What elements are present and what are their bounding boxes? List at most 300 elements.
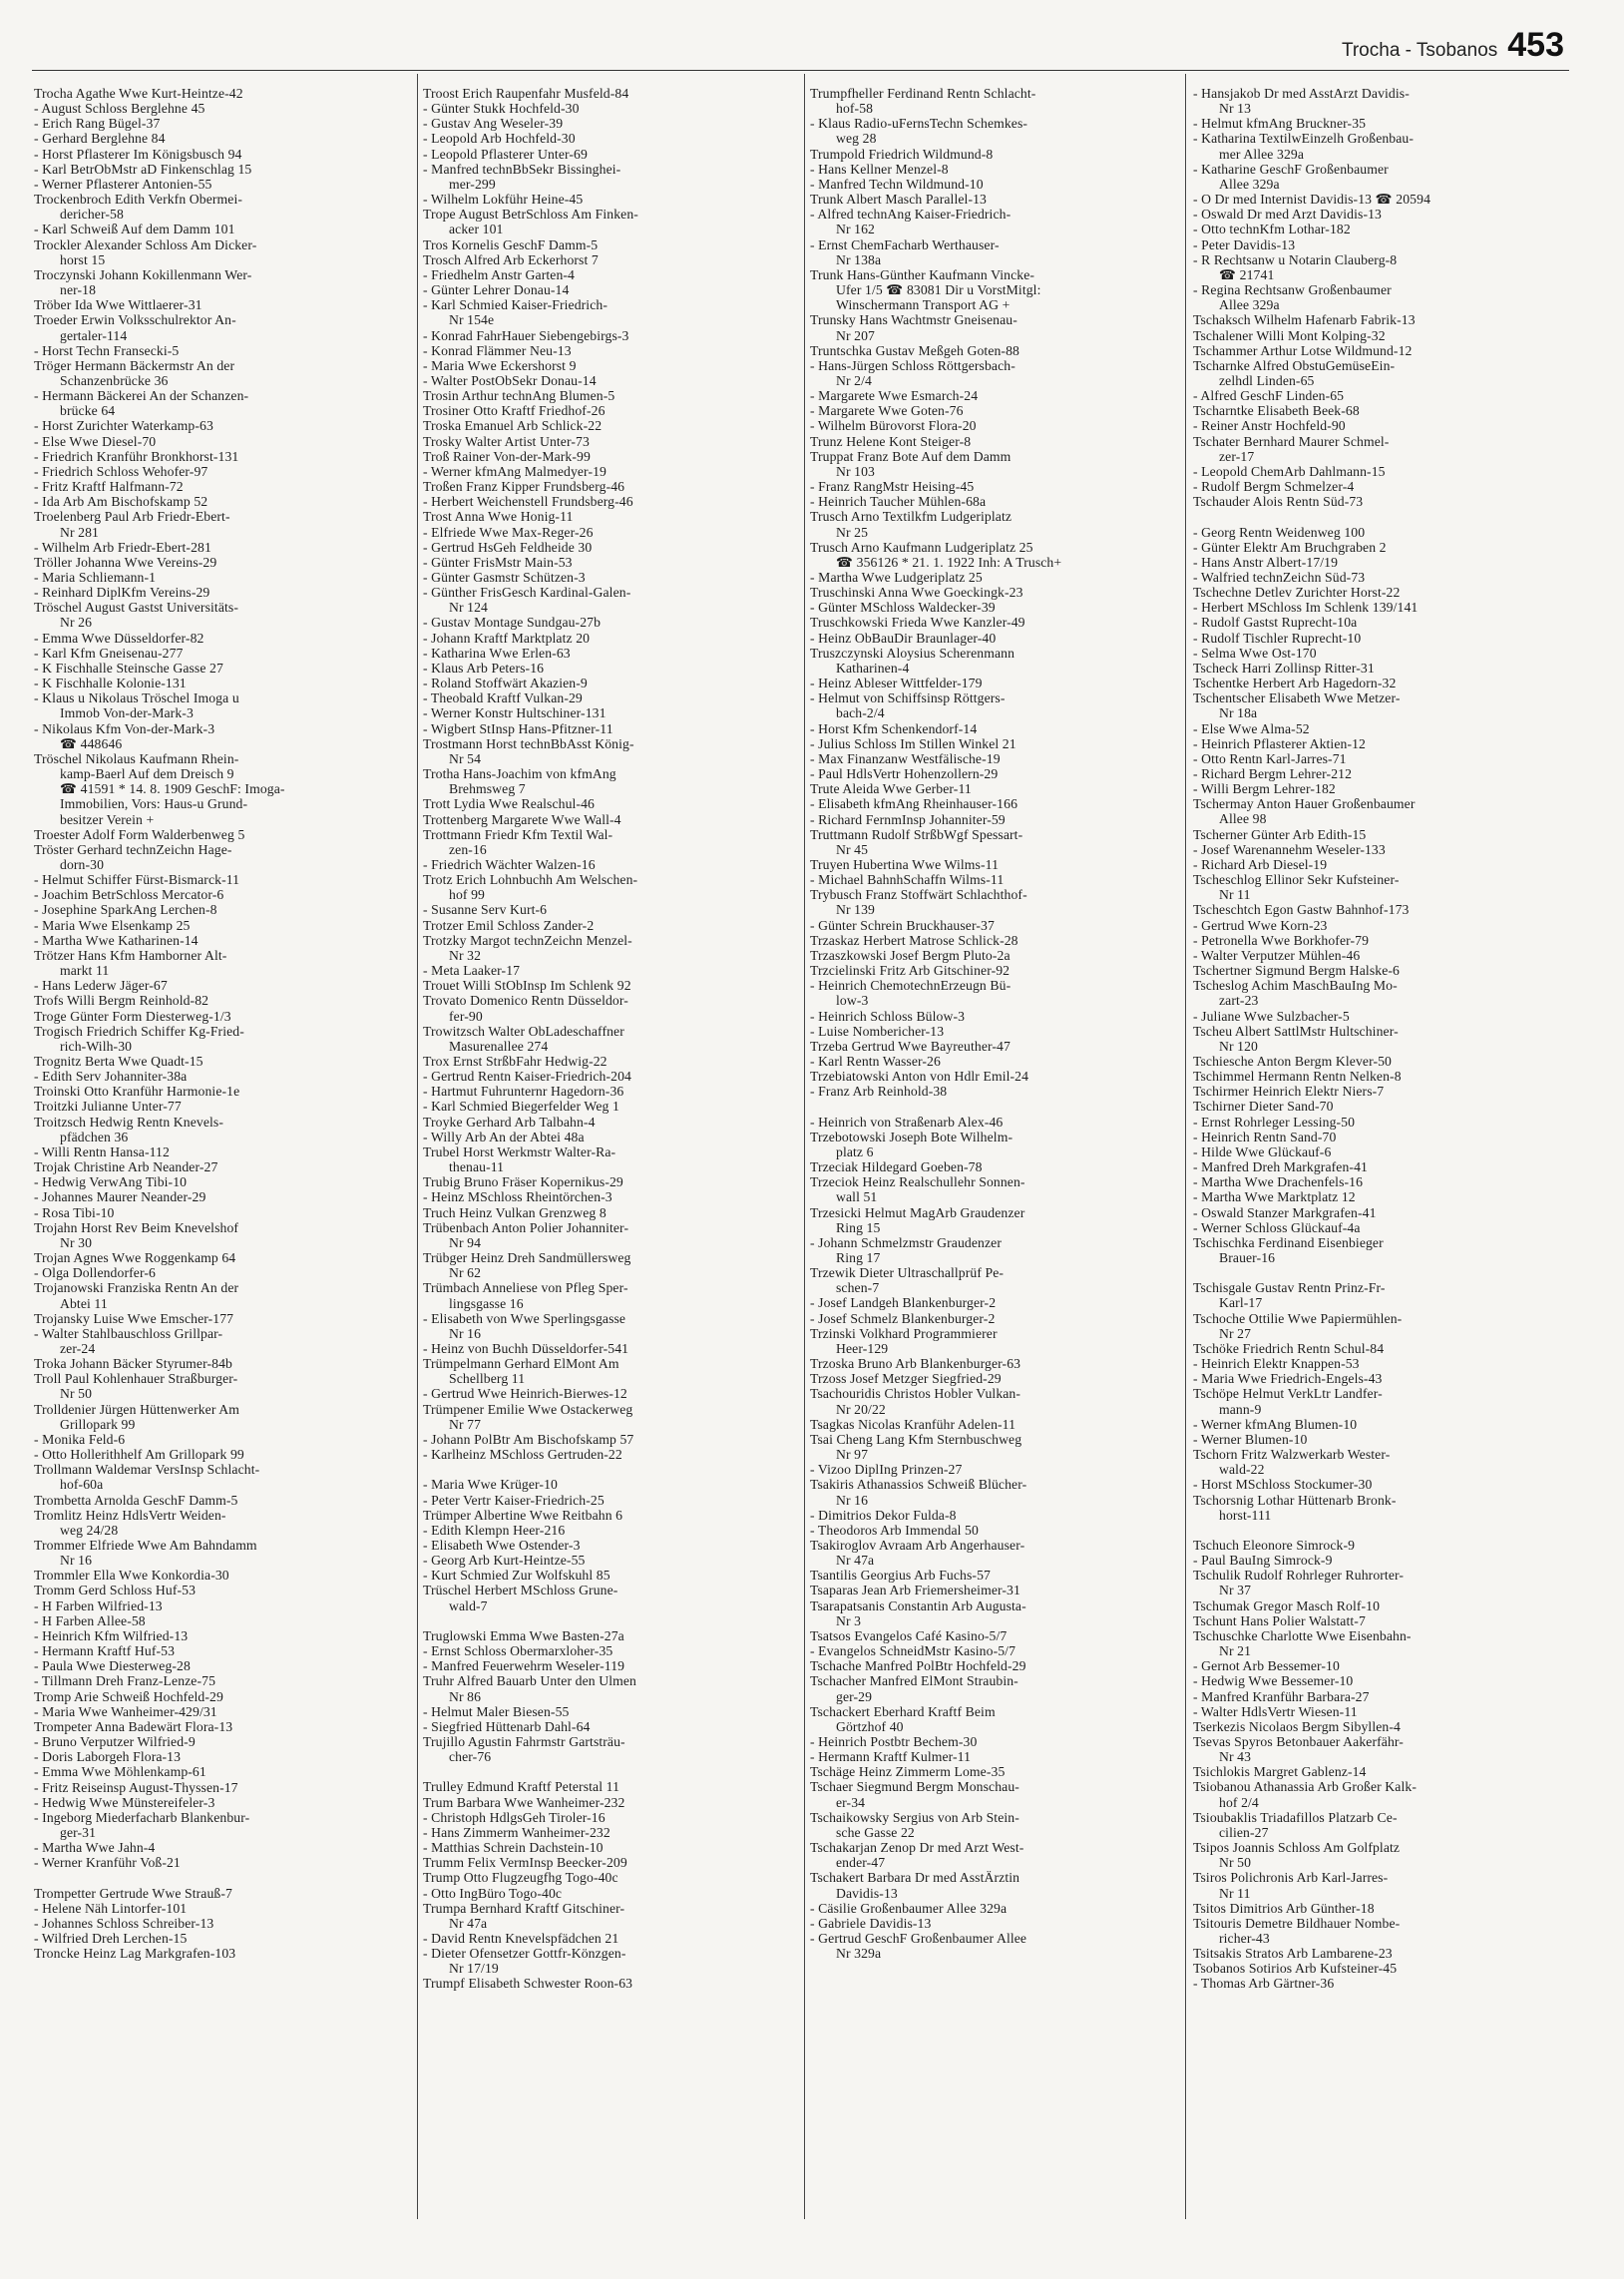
directory-column-1 <box>34 86 401 2211</box>
directory-entry: Trzinski Volkhard Programmierer <box>810 1325 998 1341</box>
directory-entry: Tröller Johanna Wwe Vereins-29 <box>34 554 217 570</box>
directory-entry: Trulley Edmund Kraftf Peterstal 11 <box>423 1779 620 1795</box>
directory-entry: - Walter Stahlbauschloss Grillpar- <box>34 1325 223 1341</box>
directory-entry: - Karl Kfm Gneisenau-277 <box>34 645 184 661</box>
directory-entry: Tschäge Heinz Zimmerm Lome-35 <box>810 1764 1006 1780</box>
directory-entry: - Helene Näh Lintorfer-101 <box>34 1900 188 1916</box>
entry-continuation: Immob Von-der-Mark-3 <box>60 705 194 721</box>
directory-entry: - Martha Wwe Drachenfels-16 <box>1193 1174 1364 1190</box>
directory-entry: Trunk Albert Masch Parallel-13 <box>810 192 987 208</box>
directory-entry: Tröschel Nikolaus Kaufmann Rhein- <box>34 750 239 766</box>
directory-entry: - Willi Bergm Lehrer-182 <box>1193 781 1336 797</box>
spacer <box>1193 509 1560 524</box>
directory-entry: Tröger Hermann Bäckermstr An der <box>34 357 235 373</box>
entry-continuation: Nr 32 <box>449 947 482 963</box>
directory-entry: Tschackert Eberhard Kraftf Beim <box>810 1703 996 1719</box>
directory-entry: - Evangelos SchneidMstr Kasino-5/7 <box>810 1643 1016 1659</box>
entry-continuation: Nr 43 <box>1219 1749 1252 1765</box>
directory-entry: Trosky Walter Artist Unter-73 <box>423 433 590 449</box>
directory-entry: Trunz Helene Kont Steiger-8 <box>810 433 972 449</box>
column-divider <box>417 74 418 2219</box>
directory-entry: - Werner Pflasterer Antonien-55 <box>34 176 212 192</box>
directory-entry: - Walter PostObSekr Donau-14 <box>423 372 597 388</box>
directory-entry: - Klaus u Nikolaus Tröschel Imoga u <box>34 690 239 706</box>
entry-continuation: Nr 26 <box>60 615 93 631</box>
directory-entry: - Leopold Arb Hochfeld-30 <box>423 131 576 147</box>
directory-entry: - Herbert MSchloss Im Schlenk 139/141 <box>1193 600 1419 616</box>
entry-continuation: ger-31 <box>60 1824 97 1840</box>
directory-entry: - Heinrich Taucher Mühlen-68a <box>810 494 987 510</box>
directory-entry: - Karl Schmied Biegerfelder Weg 1 <box>423 1099 619 1115</box>
directory-entry: - Oswald Dr med Arzt Davidis-13 <box>1193 207 1382 223</box>
directory-entry: Tschöke Friedrich Rentn Schul-84 <box>1193 1340 1385 1356</box>
directory-entry: - Bruno Verputzer Wilfried-9 <box>34 1734 196 1750</box>
directory-entry: - Friedrich Schloss Wehofer-97 <box>34 463 208 479</box>
directory-entry: - Theodoros Arb Immendal 50 <box>810 1522 979 1538</box>
directory-entry: - Susanne Serv Kurt-6 <box>423 902 548 918</box>
directory-entry: - Maria Wwe Friedrich-Engels-43 <box>1193 1371 1383 1387</box>
directory-entry: - Gertrud Rentn Kaiser-Friedrich-204 <box>423 1069 631 1085</box>
directory-entry: - Otto IngBüro Togo-40c <box>423 1885 563 1901</box>
directory-entry: Trujillo Agustin Fahrmstr Gartsträu- <box>423 1734 625 1749</box>
directory-entry: Trute Aleida Wwe Gerber-11 <box>810 781 972 797</box>
directory-entry: Truschkowski Frieda Wwe Kanzler-49 <box>810 615 1025 631</box>
directory-entry: - Heinz MSchloss Rheintörchen-3 <box>423 1189 612 1205</box>
directory-entry: Trzebotowski Joseph Bote Wilhelm- <box>810 1129 1014 1144</box>
directory-entry: Tsantilis Georgius Arb Fuchs-57 <box>810 1568 991 1584</box>
directory-entry: Tschimmel Hermann Rentn Nelken-8 <box>1193 1069 1402 1085</box>
directory-entry: - Cäsilie Großenbaumer Allee 329a <box>810 1900 1008 1916</box>
directory-entry: Tschaikowsky Sergius von Arb Stein- <box>810 1809 1019 1825</box>
entry-continuation: mer-299 <box>449 176 496 192</box>
directory-entry: - Maria Wwe Elsenkamp 25 <box>34 917 191 933</box>
directory-entry: - Friedrich Kranführ Bronkhorst-131 <box>34 448 239 464</box>
spacer <box>1193 1523 1560 1538</box>
entry-continuation: besitzer Verein + <box>60 811 155 827</box>
entry-continuation: zer-17 <box>1219 448 1255 464</box>
directory-entry: Trzcielinski Fritz Arb Gitschiner-92 <box>810 963 1011 979</box>
entry-continuation: Nr 50 <box>60 1386 93 1402</box>
directory-entry: Trötzer Hans Kfm Hamborner Alt- <box>34 947 227 963</box>
directory-entry: - Günter Elektr Am Bruchgraben 2 <box>1193 539 1387 555</box>
directory-entry: - Walfried technZeichn Süd-73 <box>1193 569 1366 585</box>
directory-entry: - Johannes Schloss Schreiber-13 <box>34 1915 214 1931</box>
directory-entry: Troß Rainer Von-der-Mark-99 <box>423 448 591 464</box>
entry-continuation: Immobilien, Vors: Haus-u Grund- <box>60 796 248 812</box>
directory-entry: Tscheslog Achim MaschBauIng Mo- <box>1193 978 1398 994</box>
directory-entry: - Hans Lederw Jäger-67 <box>34 978 168 994</box>
entry-continuation: Nr 30 <box>60 1234 93 1250</box>
directory-entry: - Klaus Radio-uFernsTechn Schemkes- <box>810 116 1028 132</box>
directory-entry: Tschertner Sigmund Bergm Halske-6 <box>1193 963 1400 979</box>
directory-entry: Tschaer Siegmund Bergm Monschau- <box>810 1779 1019 1795</box>
directory-entry: Trompetter Gertrude Wwe Strauß-7 <box>34 1885 232 1901</box>
entry-continuation: horst 15 <box>60 251 106 267</box>
directory-entry: Trubig Bruno Fräser Kopernikus-29 <box>423 1174 623 1190</box>
directory-entry: Tschechne Detlev Zurichter Horst-22 <box>1193 585 1401 601</box>
directory-entry: Tsarapatsanis Constantin Arb Augusta- <box>810 1597 1026 1613</box>
directory-entry: - Julius Schloss Im Stillen Winkel 21 <box>810 735 1016 751</box>
entry-continuation: mann-9 <box>1219 1401 1262 1417</box>
directory-entry: - Martha Wwe Ludgeriplatz 25 <box>810 570 983 585</box>
directory-entry: Tsipos Joannis Schloss Am Golfplatz <box>1193 1840 1401 1856</box>
directory-entry: - Maria Schliemann-1 <box>34 570 157 585</box>
entry-continuation: wald-22 <box>1219 1462 1265 1478</box>
directory-entry: - Fritz Reiseinsp August-Thyssen-17 <box>34 1779 238 1795</box>
page-number: 453 <box>1507 26 1564 64</box>
entry-continuation: Görtzhof 40 <box>836 1718 904 1734</box>
directory-entry: - K Fischhalle Kolonie-131 <box>34 676 187 691</box>
entry-continuation: Nr 154e <box>449 312 495 328</box>
directory-entry: Trosin Arthur technAng Blumen-5 <box>423 388 615 404</box>
directory-entry: - Gertrud Wwe Heinrich-Bierwes-12 <box>423 1386 627 1402</box>
entry-continuation: Nr 139 <box>836 902 875 918</box>
directory-entry: - Richard Bergm Lehrer-212 <box>1193 766 1353 782</box>
directory-entry: - R Rechtsanw u Notarin Clauberg-8 <box>1193 251 1398 267</box>
directory-entry: - Martha Wwe Jahn-4 <box>34 1840 156 1856</box>
directory-entry: Trotzer Emil Schloss Zander-2 <box>423 917 595 933</box>
directory-entry: Trubel Horst Werkmstr Walter-Ra- <box>423 1143 616 1159</box>
entry-continuation: Nr 16 <box>449 1325 482 1341</box>
entry-continuation: hof 2/4 <box>1219 1794 1259 1810</box>
directory-entry: - Gertrud Wwe Korn-23 <box>1193 917 1328 933</box>
directory-entry: Tschorn Fritz Walzwerkarb Wester- <box>1193 1447 1391 1463</box>
directory-entry: - Dimitrios Dekor Fulda-8 <box>810 1507 957 1523</box>
directory-entry: - Johann Schmelzmstr Graudenzer <box>810 1234 1002 1250</box>
directory-entry: Truszczynski Aloysius Scherenmann <box>810 645 1015 661</box>
directory-entry: Trope August BetrSchloss Am Finken- <box>423 207 638 223</box>
directory-entry: Trostmann Horst technBbAsst König- <box>423 735 634 751</box>
entry-continuation: schen-7 <box>836 1280 880 1296</box>
directory-entry: Tschuschke Charlotte Wwe Eisenbahn- <box>1193 1627 1412 1643</box>
directory-entry: Tschuch Eleonore Simrock-9 <box>1193 1537 1356 1553</box>
directory-entry: Tsiobanou Athanassia Arb Großer Kalk- <box>1193 1779 1417 1795</box>
directory-entry: - Karl Schweiß Auf dem Damm 101 <box>34 222 235 237</box>
directory-entry: - David Rentn Knevelspfädchen 21 <box>423 1931 619 1947</box>
directory-entry: Troska Emanuel Arb Schlick-22 <box>423 418 603 434</box>
directory-entry: - Rudolf Tischler Ruprecht-10 <box>1193 630 1362 646</box>
entry-continuation: Nr 162 <box>836 222 875 237</box>
directory-entry: - Petronella Wwe Borkhofer-79 <box>1193 932 1370 948</box>
page-header <box>1342 28 1564 62</box>
entry-continuation: Nr 54 <box>449 750 482 766</box>
directory-entry: - Matthias Schrein Dachstein-10 <box>423 1840 604 1856</box>
directory-entry: Trübger Heinz Dreh Sandmüllersweg <box>423 1250 631 1266</box>
directory-entry: - Werner Schloss Glückauf-4a <box>1193 1219 1361 1235</box>
directory-entry: - Wigbert StInsp Hans-Pfitzner-11 <box>423 720 613 736</box>
directory-entry: Troczynski Johann Kokillenmann Wer- <box>34 266 252 282</box>
directory-entry: Tschumak Gregor Masch Rolf-10 <box>1193 1597 1381 1613</box>
directory-entry: Tschammer Arthur Lotse Wildmund-12 <box>1193 342 1413 358</box>
entry-continuation: Abtei 11 <box>60 1295 108 1311</box>
entry-continuation: Nr 50 <box>1219 1855 1252 1871</box>
directory-entry: Trowitzsch Walter ObLadeschaffner <box>423 1023 624 1039</box>
directory-entry: - Rosa Tibi-10 <box>34 1204 115 1220</box>
entry-continuation: Nr 17/19 <box>449 1961 499 1977</box>
directory-entry: - Martha Wwe Marktplatz 12 <box>1193 1189 1356 1205</box>
directory-entry: - Klaus Arb Peters-16 <box>423 660 545 676</box>
directory-entry: - Ernst Schloss Obermarxloher-35 <box>423 1643 613 1659</box>
directory-entry: Trumpold Friedrich Wildmund-8 <box>810 146 994 162</box>
spacer <box>810 1099 1177 1114</box>
directory-entry: - Hedwig Wwe Münstereifeler-3 <box>34 1794 215 1810</box>
directory-entry: - Emma Wwe Möhlenkamp-61 <box>34 1764 206 1780</box>
directory-entry: - Paula Wwe Diesterweg-28 <box>34 1658 191 1674</box>
directory-entry: - Georg Rentn Weidenweg 100 <box>1193 524 1366 540</box>
directory-entry: - Werner kfmAng Blumen-10 <box>1193 1416 1358 1432</box>
directory-entry: Trollmann Waldemar VersInsp Schlacht- <box>34 1462 260 1478</box>
entry-continuation: er-34 <box>836 1794 866 1810</box>
directory-entry: Tschalener Willi Mont Kolping-32 <box>1193 327 1386 343</box>
directory-entry: Trojan Agnes Wwe Roggenkamp 64 <box>34 1250 236 1266</box>
directory-entry: - Johann Kraftf Marktplatz 20 <box>423 630 591 646</box>
directory-entry: Trumm Felix VermInsp Beecker-209 <box>423 1855 627 1871</box>
directory-entry: - Manfred Feuerwehrm Weseler-119 <box>423 1658 625 1674</box>
entry-continuation: Katharinen-4 <box>836 660 910 676</box>
directory-entry: - Wilhelm Lokführ Heine-45 <box>423 192 584 208</box>
directory-entry: - Gustav Montage Sundgau-27b <box>423 615 602 631</box>
directory-entry: - Margarete Wwe Esmarch-24 <box>810 388 979 404</box>
directory-entry: - Otto Hollerithhelf Am Grillopark 99 <box>34 1447 244 1463</box>
directory-entry: - Manfred Techn Wildmund-10 <box>810 176 984 192</box>
directory-entry: Trox Ernst StrßbFahr Hedwig-22 <box>423 1054 608 1069</box>
directory-entry: Tschater Bernhard Maurer Schmel- <box>1193 433 1390 449</box>
directory-entry: Troyke Gerhard Arb Talbahn-4 <box>423 1114 596 1130</box>
directory-entry: - Hedwig VerwAng Tibi-10 <box>34 1174 188 1190</box>
entry-continuation: Karl-17 <box>1219 1295 1263 1311</box>
entry-continuation: wall 51 <box>836 1189 878 1205</box>
directory-entry: Trosch Alfred Arb Eckerhorst 7 <box>423 251 599 267</box>
directory-entry: Tschentke Herbert Arb Hagedorn-32 <box>1193 676 1397 691</box>
directory-entry: - Walter Verputzer Mühlen-46 <box>1193 947 1361 963</box>
directory-entry: Tschauder Alois Rentn Süd-73 <box>1193 494 1364 510</box>
directory-column-2 <box>423 86 790 2211</box>
directory-entry: Tsioubaklis Triadafillos Platzarb Ce- <box>1193 1809 1398 1825</box>
directory-entry: - Gertrud HsGeh Feldheide 30 <box>423 539 593 555</box>
entry-continuation: Nr 94 <box>449 1234 482 1250</box>
directory-entry: - Heinz Ableser Wittfelder-179 <box>810 676 983 691</box>
directory-entry: Trzebiatowski Anton von Hdlr Emil-24 <box>810 1069 1029 1085</box>
directory-entry: - Emma Wwe Düsseldorfer-82 <box>34 630 204 646</box>
directory-entry: Truglowski Emma Wwe Basten-27a <box>423 1627 624 1643</box>
entry-continuation: Nr 13 <box>1219 101 1252 117</box>
directory-entry: - August Schloss Berglehne 45 <box>34 101 205 117</box>
directory-entry: - Hans Kellner Menzel-8 <box>810 161 949 177</box>
directory-entry: Tsitouris Demetre Bildhauer Nombe- <box>1193 1915 1401 1931</box>
directory-entry: - Christoph HdlgsGeh Tiroler-16 <box>423 1809 606 1825</box>
directory-entry: - Martha Wwe Katharinen-14 <box>34 932 199 948</box>
directory-entry: - Hilde Wwe Glückauf-6 <box>1193 1143 1332 1159</box>
directory-entry: - Konrad Flämmer Neu-13 <box>423 342 572 358</box>
directory-entry: Tschöpe Helmut VerkLtr Landfer- <box>1193 1386 1383 1402</box>
entry-continuation: ☎ 21741 <box>1219 266 1275 282</box>
directory-entry: Tschakert Barbara Dr med AsstÄrztin <box>810 1870 1020 1886</box>
directory-entry: - Roland Stoffwärt Akazien-9 <box>423 676 588 691</box>
entry-continuation: thenau-11 <box>449 1159 505 1175</box>
directory-entry: Trommer Elfriede Wwe Am Bahndamm <box>34 1538 257 1553</box>
directory-entry: - Peter Davidis-13 <box>1193 236 1296 252</box>
directory-entry: - Hermann Kraftf Kulmer-11 <box>810 1749 972 1765</box>
entry-continuation: Nr 207 <box>836 327 875 343</box>
directory-entry: Tromm Gerd Schloss Huf-53 <box>34 1583 197 1598</box>
directory-entry: Trockenbroch Edith Verkfn Obermei- <box>34 192 243 208</box>
entry-continuation: zart-23 <box>1219 993 1259 1009</box>
entry-continuation: Heer-129 <box>836 1340 889 1356</box>
directory-entry: Trotzky Margot technZeichn Menzel- <box>423 932 632 948</box>
entry-continuation: Ring 17 <box>836 1250 881 1266</box>
directory-entry: - Georg Arb Kurt-Heintze-55 <box>423 1553 586 1569</box>
directory-entry: - Manfred Kranführ Barbara-27 <box>1193 1688 1370 1704</box>
directory-entry: - Hans Zimmerm Wanheimer-232 <box>423 1824 610 1840</box>
entry-continuation: wald-7 <box>449 1597 488 1613</box>
directory-entry: Trzoska Bruno Arb Blankenburger-63 <box>810 1356 1021 1372</box>
directory-entry: Trunk Hans-Günther Kaufmann Vincke- <box>810 266 1035 282</box>
spacer <box>423 1613 790 1628</box>
directory-entry: - Horst Zurichter Waterkamp-63 <box>34 418 213 434</box>
entry-continuation: Nr 37 <box>1219 1583 1252 1598</box>
directory-entry: - Manfred technBbSekr Bissinghei- <box>423 161 621 177</box>
directory-entry: - Vizoo DiplIng Prinzen-27 <box>810 1462 963 1478</box>
directory-entry: Trottenberg Margarete Wwe Wall-4 <box>423 811 621 827</box>
directory-entry: - Selma Wwe Ost-170 <box>1193 645 1317 661</box>
directory-entry: - Erich Rang Bügel-37 <box>34 116 161 132</box>
directory-entry: - Katharina Wwe Erlen-63 <box>423 645 571 661</box>
entry-continuation: weg 28 <box>836 131 877 147</box>
directory-entry: - Luise Nombericher-13 <box>810 1023 945 1039</box>
directory-entry: Tsevas Spyros Betonbauer Aakerfähr- <box>1193 1733 1404 1749</box>
directory-entry: Trzaskaz Herbert Matrose Schlick-28 <box>810 932 1018 948</box>
directory-entry: - Katharine GeschF Großenbaumer <box>1193 161 1389 177</box>
directory-entry: - Franz Arb Reinhold-38 <box>810 1084 948 1100</box>
directory-entry: - Werner Blumen-10 <box>1193 1431 1308 1447</box>
directory-entry: Trübenbach Anton Polier Johanniter- <box>423 1219 629 1235</box>
entry-continuation: Schanzenbrücke 36 <box>60 372 169 388</box>
directory-entry: - Gerhard Berglehne 84 <box>34 131 166 147</box>
directory-entry: - Werner Kranführ Voß-21 <box>34 1855 181 1871</box>
directory-entry: Troelenberg Paul Arb Friedr-Ebert- <box>34 509 230 525</box>
entry-continuation: low-3 <box>836 993 869 1009</box>
entry-continuation: cher-76 <box>449 1749 492 1765</box>
directory-entry: Trzaszkowski Josef Bergm Pluto-2a <box>810 947 1011 963</box>
entry-continuation: Nr 45 <box>836 841 869 857</box>
directory-entry: - Fritz Kraftf Halfmann-72 <box>34 479 184 495</box>
entry-continuation: hof-60a <box>60 1477 104 1493</box>
directory-entry: - Josef Warenannehm Weseler-133 <box>1193 841 1386 857</box>
entry-continuation: Nr 18a <box>1219 705 1258 721</box>
directory-entry: - Tillmann Dreh Franz-Lenze-75 <box>34 1673 216 1689</box>
directory-entry: Tschacher Manfred ElMont Straubin- <box>810 1673 1018 1689</box>
entry-continuation: markt 11 <box>60 963 110 979</box>
directory-entry: - Gabriele Davidis-13 <box>810 1915 932 1931</box>
entry-continuation: sche Gasse 22 <box>836 1824 915 1840</box>
directory-entry: Trombetta Arnolda GeschF Damm-5 <box>34 1492 238 1508</box>
directory-entry: Troeder Erwin Volksschulrektor An- <box>34 312 236 328</box>
directory-entry: Trofs Willi Bergm Reinhold-82 <box>34 993 209 1009</box>
directory-entry: - H Farben Allee-58 <box>34 1612 146 1628</box>
entry-continuation: Allee 329a <box>1219 176 1280 192</box>
directory-entry: - Ernst ChemFacharb Werthauser- <box>810 236 1000 252</box>
directory-entry: Tscheck Harri Zollinsp Ritter-31 <box>1193 660 1375 676</box>
directory-entry: - Paul HdlsVertr Hohenzollern-29 <box>810 766 999 782</box>
directory-entry: Tschisgale Gustav Rentn Prinz-Fr- <box>1193 1280 1386 1296</box>
entry-continuation: Nr 2/4 <box>836 372 872 388</box>
directory-entry: Tröster Gerhard technZeichn Hage- <box>34 841 232 857</box>
directory-entry: - Heinrich Rentn Sand-70 <box>1193 1129 1337 1144</box>
directory-entry: - Helmut Schiffer Fürst-Bismarck-11 <box>34 872 240 888</box>
directory-entry: - Johannes Maurer Neander-29 <box>34 1189 206 1205</box>
directory-entry: - Richard Arb Diesel-19 <box>1193 856 1328 872</box>
directory-entry: Tscheschlog Ellinor Sekr Kufsteiner- <box>1193 872 1400 888</box>
directory-entry: Trum Barbara Wwe Wanheimer-232 <box>423 1794 625 1810</box>
entry-continuation: richer-43 <box>1219 1931 1270 1947</box>
directory-entry: - Ernst Rohrleger Lessing-50 <box>1193 1114 1356 1130</box>
directory-entry: Trovato Domenico Rentn Düsseldor- <box>423 993 628 1009</box>
directory-entry: - Gustav Ang Weseler-39 <box>423 116 564 132</box>
directory-entry: Trzeciok Heinz Realschullehr Sonnen- <box>810 1174 1025 1190</box>
entry-continuation: Nr 329a <box>836 1946 882 1962</box>
directory-entry: Trzewik Dieter Ultraschallprüf Pe- <box>810 1265 1005 1281</box>
directory-entry: - Heinrich Pflasterer Aktien-12 <box>1193 735 1366 751</box>
directory-entry: Tsai Cheng Lang Kfm Sternbuschweg <box>810 1431 1022 1447</box>
directory-entry: - Karl Schmied Kaiser-Friedrich- <box>423 297 608 313</box>
directory-entry: - Wilhelm Bürovorst Flora-20 <box>810 418 977 434</box>
directory-entry: Tsagkas Nicolas Kranführ Adelen-11 <box>810 1416 1016 1432</box>
entry-continuation: Nr 124 <box>449 600 488 616</box>
directory-entry: - Else Wwe Alma-52 <box>1193 720 1310 736</box>
directory-entry: - Olga Dollendorfer-6 <box>34 1265 156 1281</box>
directory-entry: Tscherner Günter Arb Edith-15 <box>1193 826 1367 842</box>
directory-entry: - K Fischhalle Steinsche Gasse 27 <box>34 660 223 676</box>
directory-entry: - Willy Arb An der Abtei 48a <box>423 1129 585 1144</box>
entry-continuation: dericher-58 <box>60 207 124 223</box>
spacer <box>423 1764 790 1779</box>
entry-continuation: Nr 47a <box>836 1553 875 1569</box>
directory-entry: - Paul BauIng Simrock-9 <box>1193 1553 1333 1569</box>
directory-entry: - Karl BetrObMstr aD Finkenschlag 15 <box>34 161 252 177</box>
directory-entry: - Willi Rentn Hansa-112 <box>34 1143 170 1159</box>
directory-entry: - Otto technKfm Lothar-182 <box>1193 222 1351 237</box>
entry-continuation: mer Allee 329a <box>1219 146 1305 162</box>
directory-entry: - Elisabeth von Wwe Sperlingsgasse <box>423 1310 626 1326</box>
directory-entry: Trüschel Herbert MSchloss Grune- <box>423 1583 618 1598</box>
directory-entry: Trusch Arno Textilkfm Ludgeriplatz <box>810 509 1013 525</box>
directory-entry: - Heinrich Schloss Bülow-3 <box>810 1008 966 1024</box>
directory-entry: - Wilfried Dreh Lerchen-15 <box>34 1931 188 1947</box>
directory-entry: Tsitos Dimitrios Arb Günther-18 <box>1193 1900 1375 1916</box>
directory-entry: Troncke Heinz Lag Markgrafen-103 <box>34 1946 236 1962</box>
directory-entry: Tschoche Ottilie Wwe Papiermühlen- <box>1193 1310 1403 1326</box>
directory-entry: Tschulik Rudolf Rohrleger Ruhrorter- <box>1193 1568 1405 1584</box>
directory-entry: - Johann PolBtr Am Bischofskamp 57 <box>423 1431 634 1447</box>
directory-entry: Tsachouridis Christos Hobler Vulkan- <box>810 1386 1021 1402</box>
directory-entry: - Nikolaus Kfm Von-der-Mark-3 <box>34 720 215 736</box>
entry-continuation: Ring 15 <box>836 1219 881 1235</box>
entry-continuation: Nr 25 <box>836 524 869 540</box>
directory-entry: - Edith Serv Johanniter-38a <box>34 1069 188 1085</box>
directory-entry: Tromlitz Heinz HdlsVertr Weiden- <box>34 1507 226 1523</box>
entry-continuation: ender-47 <box>836 1855 886 1871</box>
directory-entry: - Juliane Wwe Sulzbacher-5 <box>1193 1008 1350 1024</box>
directory-entry: - Karlheinz MSchloss Gertruden-22 <box>423 1447 622 1463</box>
directory-entry: - Theobald Kraftf Vulkan-29 <box>423 690 583 706</box>
entry-continuation: Brauer-16 <box>1219 1250 1276 1266</box>
directory-entry: - Helmut kfmAng Bruckner-35 <box>1193 116 1367 132</box>
directory-entry: - Karl Rentn Wasser-26 <box>810 1054 941 1069</box>
directory-entry: - Walter HdlsVertr Wiesen-11 <box>1193 1703 1358 1719</box>
directory-entry: - Hans-Jürgen Schloss Röttgersbach- <box>810 357 1015 373</box>
directory-entry: Trosiner Otto Kraftf Friedhof-26 <box>423 403 606 419</box>
entry-continuation: ☎ 41591 * 14. 8. 1909 GeschF: Imoga- <box>60 781 285 797</box>
